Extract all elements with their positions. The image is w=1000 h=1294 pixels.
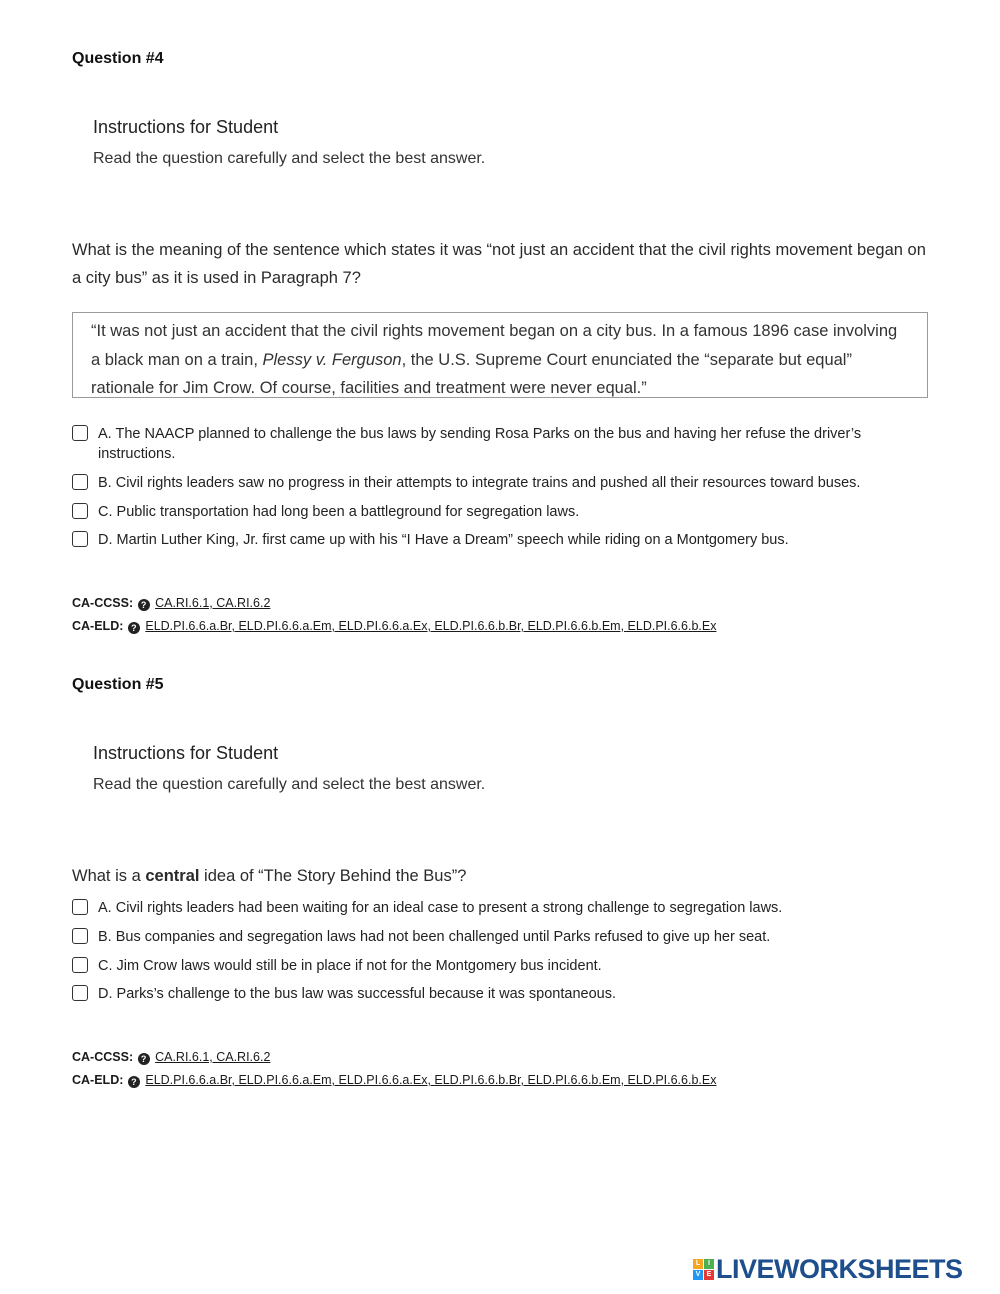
option-label: D. Martin Luther King, Jr. first came up with his “I Have a Dream” speech while riding on a Montgomery bus. bbox=[98, 532, 789, 548]
question-4-option-c[interactable] bbox=[72, 502, 932, 522]
prompt-text-before: What is a bbox=[72, 867, 146, 885]
option-label: C. Jim Crow laws would still be in place if not for the Montgomery bus incident. bbox=[98, 958, 602, 974]
option-label: B. Bus companies and segregation laws had not been challenged until Parks refused to give up her seat. bbox=[98, 929, 771, 945]
logo-square: L bbox=[693, 1259, 703, 1269]
checkbox[interactable] bbox=[72, 474, 88, 490]
help-icon[interactable]: ? bbox=[128, 1076, 140, 1088]
checkbox[interactable] bbox=[72, 425, 88, 441]
option-label: D. Parks’s challenge to the bus law was successful because it was spontaneous. bbox=[98, 986, 616, 1002]
question-4-prompt: What is the meaning of the sentence which states it was “not just an accident that the civil rights movement began on a city bus” as it is used in Paragraph 7? bbox=[72, 241, 926, 287]
eld-links[interactable]: ELD.PI.6.6.a.Br, ELD.PI.6.6.a.Em, ELD.PI.6.6.a.Ex, ELD.PI.6.6.b.Br, ELD.PI.6.6.b.Em, ELD.PI.6.6.b.Ex bbox=[145, 1073, 717, 1087]
logo-square: I bbox=[704, 1259, 714, 1269]
option-label: A. The NAACP planned to challenge the bus laws by sending Rosa Parks on the bus and having her refuse the driver’s instructions. bbox=[98, 426, 862, 462]
question-5-option-b[interactable] bbox=[72, 927, 932, 947]
logo-square: V bbox=[693, 1270, 703, 1280]
eld-label: CA-ELD: bbox=[72, 619, 124, 633]
eld-links[interactable]: ELD.PI.6.6.a.Br, ELD.PI.6.6.a.Em, ELD.PI.6.6.a.Ex, ELD.PI.6.6.b.Br, ELD.PI.6.6.b.Em, ELD.PI.6.6.b.Ex bbox=[145, 619, 717, 633]
option-label: A. Civil rights leaders had been waiting for an ideal case to present a strong challenge to segregation laws. bbox=[98, 900, 783, 916]
prompt-bold-word: central bbox=[145, 867, 200, 885]
checkbox[interactable] bbox=[72, 531, 88, 547]
question-5-ccss-standards bbox=[72, 1050, 270, 1065]
question-5-option-d[interactable] bbox=[72, 984, 932, 1004]
help-icon[interactable]: ? bbox=[138, 599, 150, 611]
help-icon[interactable]: ? bbox=[128, 622, 140, 634]
question-5-instructions-title: Instructions for Student bbox=[93, 743, 279, 763]
question-4-passage bbox=[72, 312, 928, 398]
ccss-links[interactable]: CA.RI.6.1, CA.RI.6.2 bbox=[155, 1050, 271, 1064]
option-label: C. Public transportation had long been a battleground for segregation laws. bbox=[98, 504, 580, 520]
ccss-label: CA-CCSS: bbox=[72, 596, 134, 610]
eld-label: CA-ELD: bbox=[72, 1073, 124, 1087]
checkbox[interactable] bbox=[72, 957, 88, 973]
question-5-eld-standards bbox=[72, 1073, 716, 1088]
passage-text-after: , the U.S. Supreme Court enunciated the “separate but equal” rationale for Jim Crow. Of course, facilities and treatment were never equal.” bbox=[91, 350, 852, 397]
liveworksheets-logo bbox=[693, 1254, 963, 1284]
question-5-title: Question #5 bbox=[72, 676, 164, 693]
ccss-links[interactable]: CA.RI.6.1, CA.RI.6.2 bbox=[155, 596, 271, 610]
checkbox[interactable] bbox=[72, 928, 88, 944]
question-4-instructions-title: Instructions for Student bbox=[93, 117, 279, 137]
logo-text: LIVEWORKSHEETS bbox=[716, 1253, 963, 1284]
option-label: B. Civil rights leaders saw no progress in their attempts to integrate trains and pushed all their resources toward buses. bbox=[98, 475, 861, 491]
question-4-option-b[interactable] bbox=[72, 473, 932, 493]
logo-squares-icon bbox=[693, 1259, 714, 1280]
question-5-option-c[interactable] bbox=[72, 956, 932, 976]
question-4-instructions-text: Read the question carefully and select the best answer. bbox=[93, 150, 486, 167]
question-4-option-a[interactable] bbox=[72, 424, 932, 464]
ccss-label: CA-CCSS: bbox=[72, 1050, 134, 1064]
question-5-option-a[interactable] bbox=[72, 898, 932, 918]
logo-square: E bbox=[704, 1270, 714, 1280]
question-4-option-d[interactable] bbox=[72, 530, 932, 550]
question-4-eld-standards bbox=[72, 619, 716, 634]
question-5-instructions-text: Read the question carefully and select the best answer. bbox=[93, 776, 486, 793]
checkbox[interactable] bbox=[72, 985, 88, 1001]
prompt-text-after: idea of “The Story Behind the Bus”? bbox=[199, 867, 467, 885]
question-5-prompt bbox=[72, 862, 932, 890]
checkbox[interactable] bbox=[72, 503, 88, 519]
question-4-ccss-standards bbox=[72, 596, 270, 611]
checkbox[interactable] bbox=[72, 899, 88, 915]
passage-text-before: “It was not just an accident that the civil rights movement began on a city bus. In a famous 1896 case involving a black man on a train, bbox=[91, 322, 898, 369]
passage-case-name: Plessy v. Ferguson bbox=[262, 350, 402, 369]
help-icon[interactable]: ? bbox=[138, 1053, 150, 1065]
question-4-title: Question #4 bbox=[72, 50, 164, 67]
